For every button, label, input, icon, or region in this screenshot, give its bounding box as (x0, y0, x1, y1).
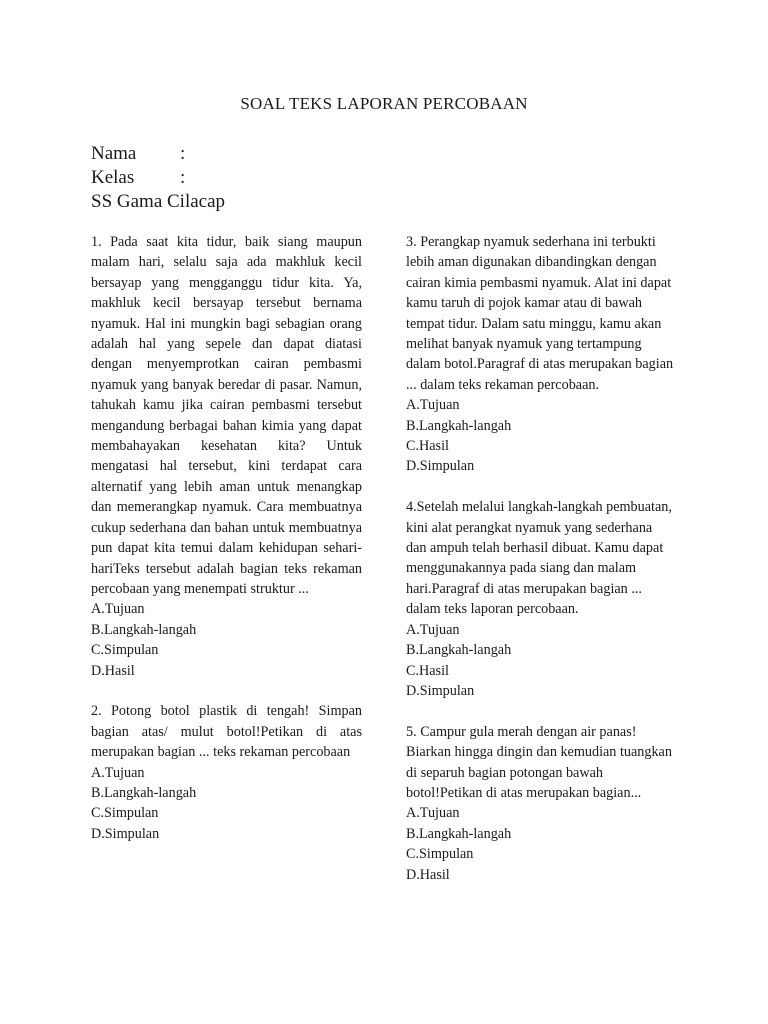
kelas-row (91, 166, 225, 190)
option-d: D.Hasil (406, 866, 450, 883)
answer-options (91, 763, 362, 845)
option-d: D.Simpulan (406, 682, 475, 699)
option-b: B.Langkah-langah (91, 621, 197, 638)
question-4 (406, 497, 676, 701)
question-3 (406, 232, 676, 477)
nama-colon: : (180, 143, 186, 164)
answer-options (91, 599, 362, 681)
option-b: B.Langkah-langah (91, 784, 197, 801)
question-2 (91, 701, 362, 844)
question-5 (406, 722, 676, 885)
question-text: 4.Setelah melalui langkah-langkah pembuatan, kini alat perangkat nyamuk yang sederhana dan ampuh telah berhasil dibuat. Kamu dapat menggunakannya pada siang dan malam hari.Paragraf di atas merupakan bagian ... dalam teks laporan percobaan. (406, 499, 672, 618)
option-c: C.Simpulan (91, 805, 159, 822)
option-c: C.Simpulan (406, 846, 474, 863)
question-1 (91, 232, 362, 681)
left-column (91, 232, 362, 865)
option-c: C.Hasil (406, 662, 449, 679)
question-text: 1. Pada saat kita tidur, baik siang maupun malam hari, selalu saja ada makhluk kecil bersayap yang mengganggu tidur kita. Ya, makhluk kecil bersayap tersebut bernama nyamuk. Hal ini mungkin bagi sebagian orang adalah hal yang sepele dan dapat diatasi dengan menyemprotkan cairan pembasmi nyamuk yang banyak beredar di pasar. Namun, tahukah kamu jika cairan pembasmi tersebut mengandung berbagai bahan kimia yang dapat membahayakan kesehatan kita? Untuk mengatasi hal tersebut, kini terdapat cara alternatif yang lebih aman untuk menangkap dan memerangkap nyamuk. Cara membuatnya cukup sederhana dan bahan untuk membuatnya pun dapat kita temui dalam kehidupan sehari-hariTeks tersebut adalah bagian teks rekaman percobaan yang menempati struktur ... (91, 234, 362, 597)
kelas-colon: : (180, 167, 186, 188)
option-b: B.Langkah-langah (406, 642, 512, 659)
option-d: D.Hasil (91, 662, 135, 679)
option-a: A.Tujuan (406, 805, 460, 822)
option-c: C.Simpulan (91, 642, 159, 659)
nama-label: Nama (91, 143, 137, 164)
nama-row (91, 142, 225, 166)
answer-options (406, 620, 676, 702)
option-c: C.Hasil (406, 438, 449, 455)
question-text: 5. Campur gula merah dengan air panas! Biarkan hingga dingin dan kemudian tuangkan di separuh bagian potongan bawah botol!Petikan di atas merupakan bagian... (406, 723, 672, 801)
right-column (406, 232, 676, 905)
option-d: D.Simpulan (406, 458, 475, 475)
student-header (91, 142, 225, 214)
option-a: A.Tujuan (406, 397, 460, 414)
option-b: B.Langkah-langah (406, 417, 512, 434)
option-d: D.Simpulan (91, 825, 160, 842)
school-name: SS Gama Cilacap (91, 191, 226, 212)
page-title: SOAL TEKS LAPORAN PERCOBAAN (240, 94, 528, 113)
answer-options (406, 395, 676, 477)
option-a: A.Tujuan (91, 764, 145, 781)
answer-options (406, 803, 676, 885)
option-b: B.Langkah-langah (406, 825, 512, 842)
option-a: A.Tujuan (91, 601, 145, 618)
question-text: 3. Perangkap nyamuk sederhana ini terbukti lebih aman digunakan dibandingkan dengan cairan kimia pembasmi nyamuk. Alat ini dapat kamu taruh di pojok kamar atau di bawah tempat tidur. Dalam satu minggu, kamu akan melihat banyak nyamuk yang tertampung dalam botol.Paragraf di atas merupakan bagian ... dalam teks rekaman percobaan. (406, 234, 674, 393)
question-text: 2. Potong botol plastik di tengah! Simpan bagian atas/ mulut botol!Petikan di atas merupakan bagian ... teks rekaman percobaan (91, 703, 362, 761)
option-a: A.Tujuan (406, 621, 460, 638)
kelas-label: Kelas (91, 167, 135, 188)
